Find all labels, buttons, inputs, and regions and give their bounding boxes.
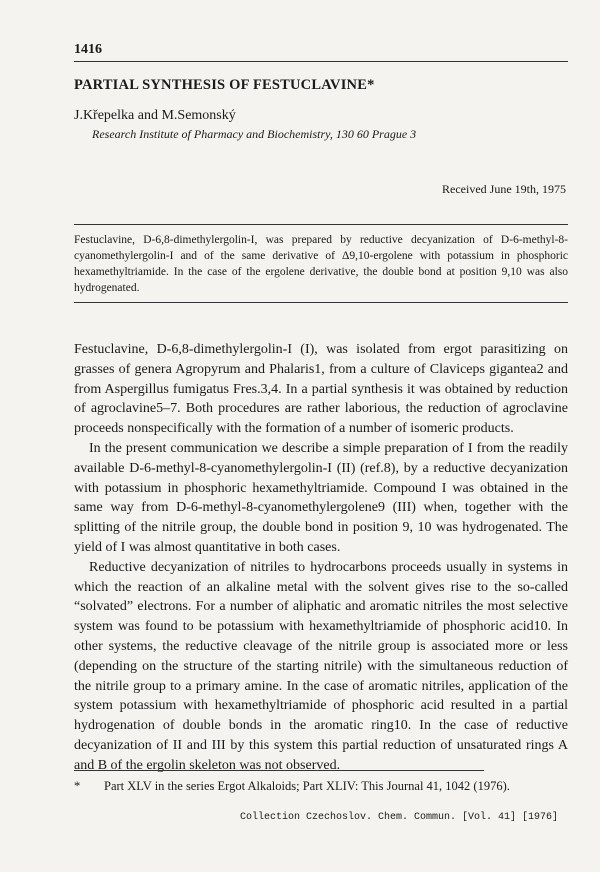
page-number: 1416: [74, 42, 102, 57]
journal-citation: Collection Czechoslov. Chem. Commun. [Vol. 41] [1976]: [239, 812, 558, 823]
article-body: [74, 340, 568, 776]
article-authors: J.Křepelka and M.Semonský: [74, 108, 236, 123]
footnote-text: Part XLV in the series Ergot Alkaloids; Part XLIV: This Journal 41, 1042 (1976).: [104, 779, 510, 793]
header-rule: [74, 61, 568, 62]
footnote-rule: [74, 770, 484, 771]
article-affiliation: Research Institute of Pharmacy and Biochemistry, 130 60 Prague 3: [92, 127, 417, 141]
received-date: Received June 19th, 1975: [442, 182, 566, 196]
body-paragraph-2: In the present communication we describe a simple preparation of I from the readily available D-6-methyl-8-cyanomethylergolin-I (II) (ref.8), by a reductive decyanization with potassium in phosphoric hexamethyltriamide. Compound I was obtained in the same way from D-6-methyl-8-cyanomethylergolene9 (III) when, together with the splitting of the nitrile group, the double bond in position 9, 10 was hydrogenated. The yield of I was almost quantitative in both cases.: [74, 440, 568, 555]
footnote: [74, 779, 568, 794]
article-title: PARTIAL SYNTHESIS OF FESTUCLAVINE*: [74, 77, 375, 93]
abstract-bottom-rule: [74, 302, 568, 303]
abstract-top-rule: [74, 224, 568, 225]
abstract: Festuclavine, D-6,8-dimethylergolin-I, was prepared by reductive decyanization of D-6-methyl-8-cyanomethylergolin-I and of the same derivative of Δ9,10-ergolene with potassium in phosphoric hexamethyltriamide. In the case of the ergolene derivative, the double bond at position 9,10 was also hydrogenated.: [74, 234, 568, 294]
body-paragraph-3: Reductive decyanization of nitriles to hydrocarbons proceeds usually in systems in which the reaction of an alkaline metal with the solvent gives rise to the so-called “solvated” electrons. For a number of aliphatic and aromatic nitriles the most selective system was found to be potassium with hexamethyltriamide of phosphoric acid10. In other systems, the reductive cleavage of the nitrile group is associated more or less (depending on the structure of the starting nitrile) with the simultaneous reduction of the nitrile group to a primary amine. In the case of aromatic nitriles, application of the system potassium with hexamethyltriamide of phosphoric acid resulted in a partial hydrogenation of double bonds in the aromatic ring10. In the case of reductive decyanization of II and III by this system this partial reduction of unsaturated rings A and B of the ergolin skeleton was not observed.: [74, 559, 568, 773]
footnote-mark: *: [74, 779, 81, 793]
body-paragraph-1: Festuclavine, D-6,8-dimethylergolin-I (I), was isolated from ergot parasitizing on grasses of genera Agropyrum and Phalaris1, from a culture of Claviceps gigantea2 and from Aspergillus fumigatus Fres.3,4. In a partial synthesis it was obtained by reduction of agroclavine5–7. Both procedures are rather laborious, the reduction of agroclavine proceeds nonspecifically with the formation of a number of isomeric products.: [74, 342, 568, 437]
